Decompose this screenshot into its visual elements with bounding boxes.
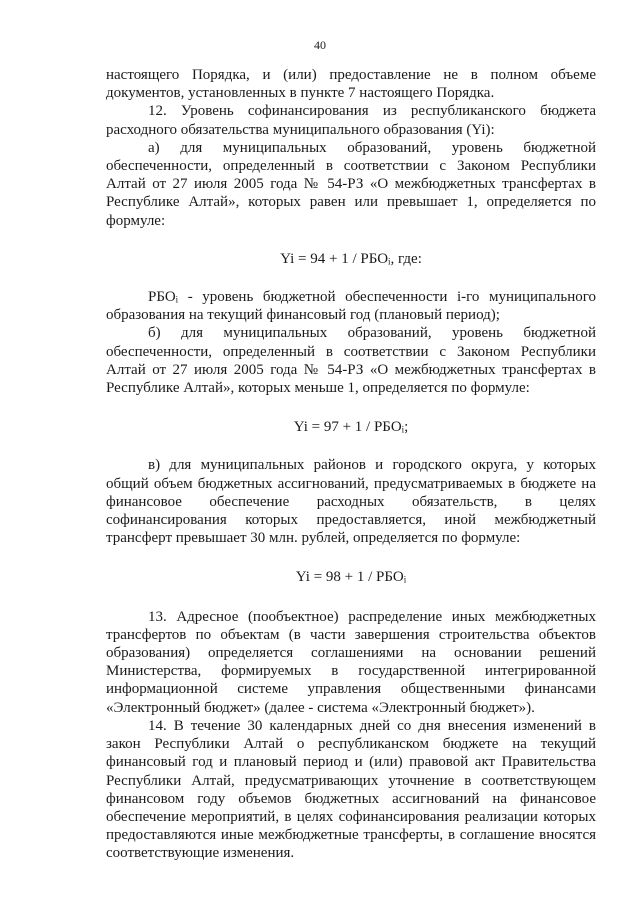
paragraph-13: 13. Адресное (пообъектное) распределение иных межбюджетных трансфертов по объектам (в части завершения строительства объектов образования) определяется соглашениями на основании решений Министерства, формируемых в государственной интегрированной информационной системе управления общественными финансами «Электронный бюджет» (далее - система «Электронный бюджет»). (106, 608, 596, 716)
paragraph-continuation: настоящего Порядка, и (или) предоставление не в полном объеме документов, установленных в пункте 7 настоящего Порядка. (106, 67, 596, 102)
formula-3: Yi = 98 + 1 / РБОᵢ (295, 569, 407, 586)
document-body (106, 66, 596, 863)
paragraph-14: 14. В течение 30 календарных дней со дня внесения изменений в закон Республики Алтай о республиканском бюджете на текущий финансовый год и плановый период и (или) правовой акт Правительства Республики Алтай, предусматривающих уточнение в соответствующем финансовом году объемов бюджетных ассигнований на финансовое обеспечение мероприятий, в целях софинансирования реализации которых предоставляются иные межбюджетные трансферты, в соглашение вносятся соответствующие изменения. (106, 717, 596, 862)
paragraph-12: 12. Уровень софинансирования из республиканского бюджета расходного обязательства муниципального образования (Yi): (106, 103, 596, 138)
page-number: 40 (314, 38, 326, 52)
rbo-definition: РБОᵢ - уровень бюджетной обеспеченности i-го муниципального образования на текущий финансовый год (плановый период); (106, 289, 596, 324)
formula-2: Yi = 97 + 1 / РБОᵢ; (293, 419, 409, 436)
paragraph-12a: а) для муниципальных образований, уровень бюджетной обеспеченности, определенный в соответствии с Законом Республики Алтай от 27 июля 2005 года № 54-РЗ «О межбюджетных трансфертах в Республике Алтай», которых равен или превышает 1, определяется по формуле: (106, 139, 596, 229)
paragraph-12b: б) для муниципальных образований, уровень бюджетной обеспеченности, определенный в соответствии с Законом Республики Алтай от 27 июля 2005 года № 54-РЗ «О межбюджетных трансфертах в Республике Алтай», которых меньше 1, определяется по формуле: (106, 325, 596, 397)
paragraph-12c: в) для муниципальных районов и городского округа, у которых общий объем бюджетных ассигнований, предусматриваемых в бюджете на финансовое обеспечение расходных обязательств, в целях софинансирования которых предоставляется, иной межбюджетный трансферт превышает 30 млн. рублей, определяется по формуле: (106, 457, 596, 547)
formula-1: Yi = 94 + 1 / РБОᵢ, где: (280, 250, 422, 267)
